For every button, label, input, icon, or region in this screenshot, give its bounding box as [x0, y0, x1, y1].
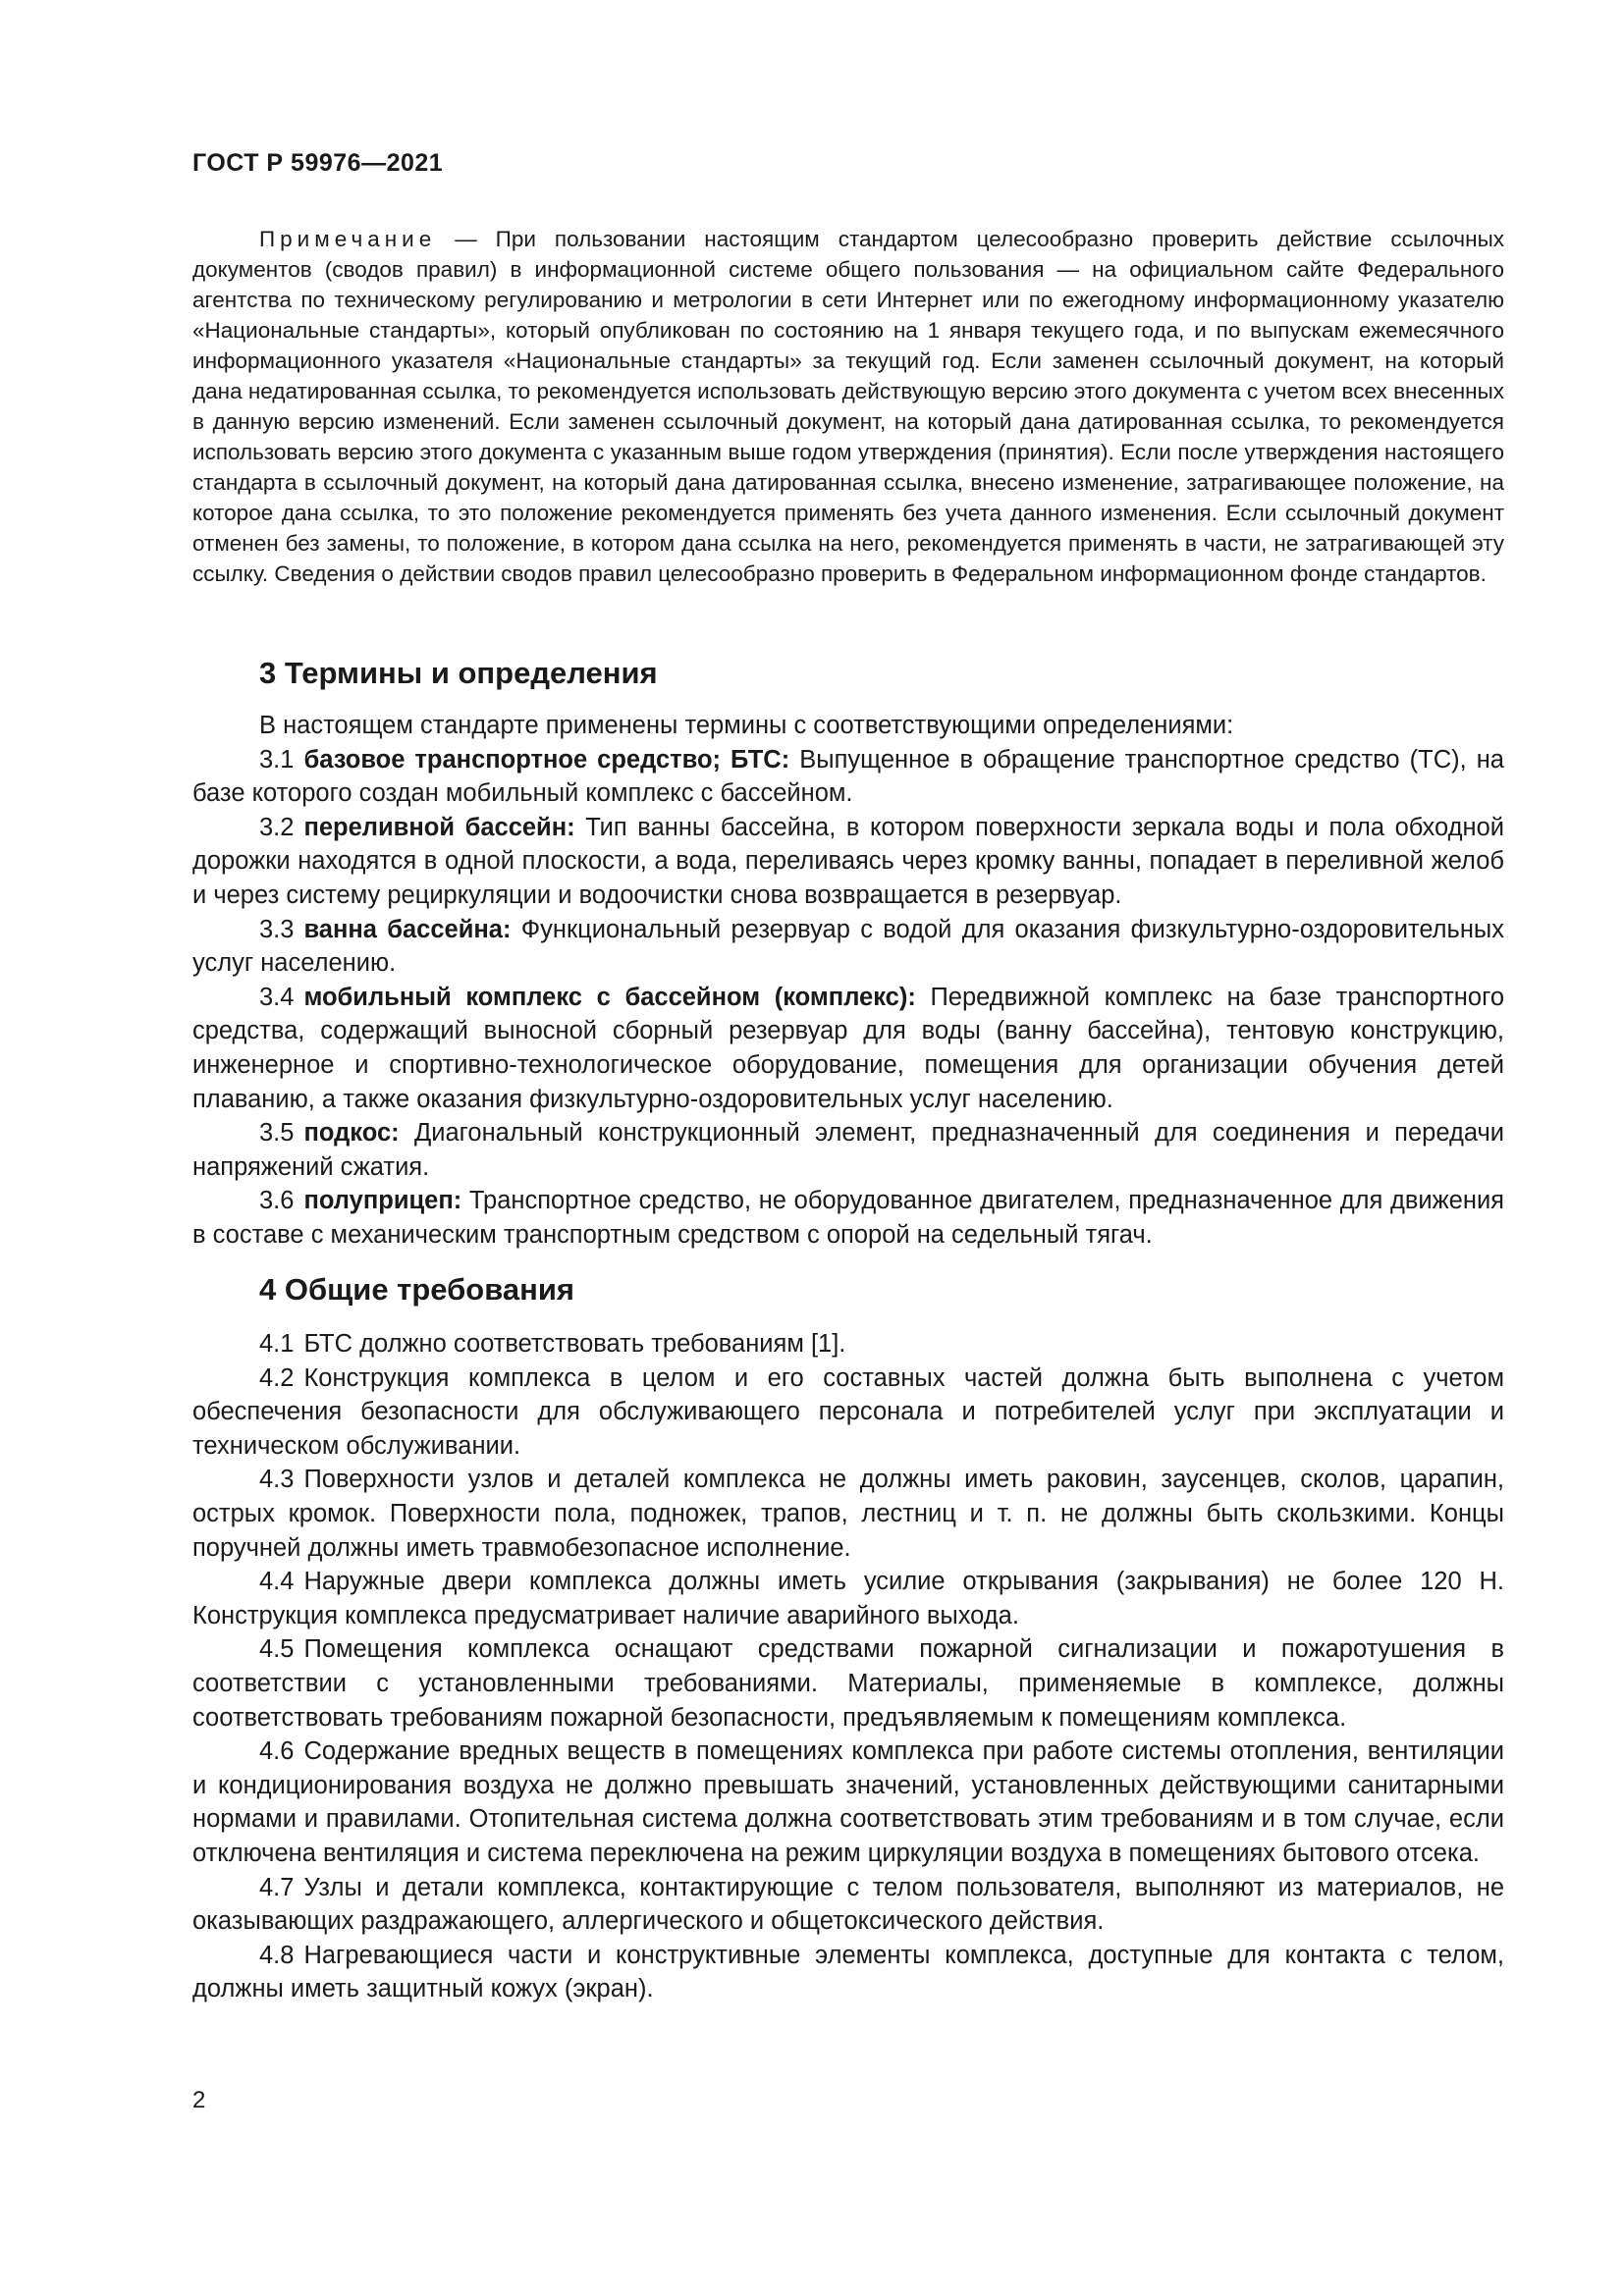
definition-text: Транспортное средство, не оборудованное двигателем, предназначенное для движения в составе с механическим транспортным средством с опорой на седельный тягач.: [192, 1187, 1504, 1249]
note-label: Примечание: [259, 227, 437, 251]
requirement-number: 4.7: [259, 1873, 295, 1901]
requirement-text: Узлы и детали комплекса, контактирующие с телом пользователя, выполняют из материалов, не оказывающих раздражающего, аллергического и общетоксического действия.: [192, 1873, 1504, 1936]
definition-number: 3.4: [259, 983, 295, 1011]
requirement-text: Поверхности узлов и деталей комплекса не должны иметь раковин, заусенцев, сколов, царапин, острых кромок. Поверхности пола, подножек, трапов, лестниц и т. п. не должны быть скользкими. Концы поручней должны иметь травмобезопасное исполнение.: [192, 1466, 1504, 1562]
definition-3-2: [192, 811, 1504, 913]
definition-number: 3.5: [259, 1119, 295, 1148]
definition-text: Функциональный резервуар с водой для оказания физкультурно-оздоровительных услуг населению.: [192, 915, 1504, 978]
requirement-4-5: [192, 1632, 1504, 1735]
definition-number: 3.1: [259, 745, 295, 774]
page-number: 2: [192, 2087, 206, 2113]
definition-text: Передвижной комплекс на базе транспортного средства, содержащий выносной сборный резервуар для воды (ванну бассейна), тентовую конструкцию, инженерное и спортивно-технологическое оборудование, помещения для организации обучения детей плаванию, а также оказания физкультурно-оздоровительных услуг населению.: [192, 983, 1504, 1113]
requirement-4-3: [192, 1463, 1504, 1565]
definition-3-6: [192, 1184, 1504, 1252]
requirement-4-7: [192, 1871, 1504, 1939]
definition-3-3: [192, 913, 1504, 981]
definition-term: полуприцеп:: [303, 1187, 462, 1215]
definition-number: 3.2: [259, 813, 295, 841]
requirement-text: Помещения комплекса оснащают средствами пожарной сигнализации и пожаротушения в соответствии с установленными требованиями. Материалы, применяемые в комплексе, должны соответствовать требованиям пожарной безопасности, предъявляемым к помещениям комплекса.: [192, 1635, 1504, 1732]
requirement-4-1: [192, 1327, 1504, 1362]
section-3-title: 3 Термины и определения: [259, 656, 658, 690]
requirement-4-2: [192, 1362, 1504, 1464]
note-text: — При пользовании настоящим стандартом целесообразно проверить действие ссылочных документов (сводов правил) в информационной системе общего пользования — на официальном сайте Федерального агентства по техническому регулированию и метрологии в сети Интернет или по ежегодному информационному указателю «Национальные стандарты», который опубликован по состоянию на 1 января текущего года, и по выпускам ежемесячного информационного указателя «Национальные стандарты» за текущий год. Если заменен ссылочный документ, на который дана недатированная ссылка, то рекомендуется использовать действующую версию этого документа с учетом всех внесенных в данную версию изменений. Если заменен ссылочный документ, на который дана датированная ссылка, то рекомендуется использовать версию этого документа с указанным выше годом утверждения (принятия). Если после утверждения настоящего стандарта в ссылочный документ, на который дана датированная ссылка, внесено изменение, затрагивающее положение, на которое дана ссылка, то это положение рекомендуется применять без учета данного изменения. Если ссылочный документ отменен без замены, то положение, в котором дана ссылка на него, рекомендуется применять в части, не затрагивающей эту ссылку. Сведения о действии сводов правил целесообразно проверить в Федеральном информационном фонде стандартов.: [192, 227, 1504, 586]
requirement-number: 4.8: [259, 1941, 295, 1969]
section-3-intro: В настоящем стандарте применены термины с соответствующими определениями:: [259, 712, 1234, 739]
definition-term: ванна бассейна:: [303, 915, 512, 943]
definition-text: Тип ванны бассейна, в котором поверхности зеркала воды и пола обходной дорожки находятся в одной плоскости, а вода, переливаясь через кромку ванны, попадает в переливной желоб и через систему рециркуляции и водоочистки снова возвращается в резервуар.: [192, 813, 1504, 909]
requirement-4-4: [192, 1565, 1504, 1632]
requirement-number: 4.1: [259, 1330, 295, 1358]
section-3-body: [192, 709, 1504, 1253]
definition-3-4: [192, 981, 1504, 1116]
document-code: ГОСТ Р 59976—2021: [192, 149, 444, 177]
requirement-text: Содержание вредных веществ в помещениях комплекса при работе системы отопления, вентиляции и кондиционирования воздуха не должно превышать значений, установленных действующими санитарными нормами и правилами. Отопительная система должна соответствовать этим требованиям и в том случае, если отключена вентиляция и система переключена на режим циркуляции воздуха в помещениях бытового отсека.: [192, 1737, 1504, 1867]
definition-text: Диагональный конструкционный элемент, предназначенный для соединения и передачи напряжений сжатия.: [192, 1119, 1504, 1181]
requirement-4-6: [192, 1735, 1504, 1870]
definition-3-5: [192, 1116, 1504, 1184]
definition-3-1: [192, 743, 1504, 811]
definition-term: подкос:: [303, 1119, 400, 1148]
definition-text: Выпущенное в обращение транспортное средство (ТС), на базе которого создан мобильный комплекс с бассейном.: [192, 745, 1504, 808]
requirement-number: 4.2: [259, 1363, 295, 1392]
requirement-text: Нагревающиеся части и конструктивные элементы комплекса, доступные для контакта с телом, должны иметь защитный кожух (экран).: [192, 1941, 1504, 2003]
requirement-text: Наружные двери комплекса должны иметь усилие открывания (закрывания) не более 120 Н. Конструкция комплекса предусматривает наличие аварийного выхода.: [192, 1568, 1504, 1629]
requirement-number: 4.5: [259, 1635, 295, 1664]
definition-term: мобильный комплекс с бассейном (комплекс):: [303, 983, 916, 1011]
definition-number: 3.3: [259, 915, 295, 943]
requirement-number: 4.6: [259, 1737, 295, 1766]
requirement-text: БТС должно соответствовать требованиям [1].: [303, 1330, 846, 1358]
definition-number: 3.6: [259, 1187, 295, 1215]
note-paragraph: [192, 224, 1504, 589]
requirement-text: Конструкция комплекса в целом и его составных частей должна быть выполнена с учетом обеспечения безопасности для обслуживающего персонала и потребителей услуг при эксплуатации и техническом обслуживании.: [192, 1363, 1504, 1460]
requirement-4-8: [192, 1939, 1504, 2006]
definition-term: базовое транспортное средство; БТС:: [303, 745, 790, 774]
requirement-number: 4.3: [259, 1466, 295, 1494]
section-4-body: [192, 1327, 1504, 2006]
requirement-number: 4.4: [259, 1568, 295, 1596]
definition-term: переливной бассейн:: [303, 813, 575, 841]
section-4-title: 4 Общие требования: [259, 1272, 574, 1307]
